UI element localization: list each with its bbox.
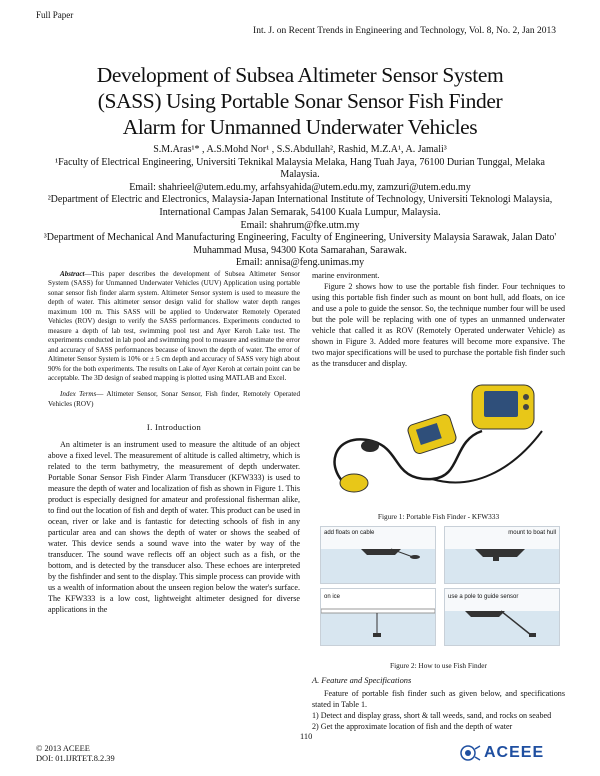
abstract-text: —This paper describes the development of Subsea Altimeter Sensor System (SASS) for Unmanned Underwater Vehicles (UUV) Application using portable sonar sensor fish finder alarm system. Altimeter Sensor system is used to measure the depth of water. This altimeter sensor design valid for shallow water depth ranges maximum 100 m. This SASS will be applied to Underwater Remotely Operated Vehicles (ROV) design to verify the SASS performances. Experiments conducted to measure a depth of lab test, swimming pool test and Ayer Keroh Lake test. The experiments conducted in lab pool and swimming pool to measure and estimate the error and accuracy of SASS performances because of known the depth of water. The error of Altimeter Sensor System is 10% or ± 5 cm depth and accuracy of SASS very high about 90% for the both experiments. The results on Lake of Ayer Keroh at certain point can be acceptable. The 3D design of seabed mapping is plotted using MATLAB and Excel.	[48, 270, 300, 382]
features-paragraph: Feature of portable fish finder such as given below, and specifications stated in Table 1.	[312, 689, 565, 709]
footer	[36, 744, 115, 764]
panel-label: mount to boat hull	[508, 530, 556, 536]
pole-icon	[445, 589, 559, 645]
left-column	[48, 270, 300, 615]
author-names: S.M.Aras¹* , A.S.Mohd Nor¹ , S.S.Abdullah², Rashid, M.Z.A¹, A. Jamali³	[153, 144, 447, 155]
affiliation-1: ¹Faculty of Electrical Engineering, Universiti Teknikal Malaysia Melaka, Hang Tuah Jaya, 76100 Durian Tunggal, Melaka Malaysia.	[55, 156, 545, 181]
figure-2-image	[312, 526, 565, 658]
figure-2-caption: Figure 2: How to use Fish Finder	[390, 661, 487, 670]
fish-finder-screen	[484, 391, 518, 417]
panel-add-floats	[320, 526, 436, 584]
right-column	[312, 270, 565, 732]
paper-type-label: Full Paper	[36, 10, 74, 20]
figure-1-image	[312, 371, 565, 509]
index-terms-label: Index Terms	[60, 390, 97, 399]
affiliation-2: ²Department of Electric and Electronics, Malaysia-Japan International Institute of Technology, Universiti Teknologi Malaysia, International Campas Jalan Semarak, 54100 Kuala Lumpur, Malaysia.	[47, 194, 553, 218]
fish-finder-button	[523, 394, 529, 400]
abstract	[48, 270, 300, 383]
figure-1-caption: Figure 1: Portable Fish Finder - KFW333	[377, 512, 500, 521]
email-2: Email: shahrum@fke.utm.my	[240, 219, 360, 231]
aceee-logo	[460, 743, 558, 763]
fish-finder-button	[523, 404, 529, 410]
logo-text: ACEEE	[484, 744, 545, 761]
page-number: 110	[300, 732, 313, 741]
intro-continuation: marine environment.	[312, 271, 380, 280]
panel-on-ice	[320, 588, 436, 646]
feature-item-2: 2) Get the approximate location of fish and the depth of water	[312, 722, 513, 731]
section-heading-introduction: I. Introduction	[146, 422, 202, 433]
index-terms	[48, 390, 300, 409]
email-1: Email: shahrieel@utem.edu.my, arfahsyahida@utem.edu.my, zamzuri@utem.edu.my	[129, 181, 471, 193]
email-3: Email: annisa@feng.unimas.my	[235, 257, 365, 269]
abstract-label: Abstract	[60, 270, 85, 278]
copyright: © 2013 ACEEE	[36, 744, 90, 753]
figure2-paragraph: Figure 2 shows how to use the portable fish finder. Four techniques to using this portable fish finder such as mount on bont hull, add floats, on ice and use a pole to guide the sensor. So, the technique number four will be used but the pole will be replacing with one of types an unmanned underwater vehicle that called it as ROV (Remotely Operated underwater Vehicle) as shown in Figure 3. Added more features will become more expansive. The two major specifications will be used to purchase the portable fish finder such as the transducer and display.	[312, 282, 565, 368]
journal-header: Int. J. on Recent Trends in Engineering and Technology, Vol. 8, No. 2, Jan 2013	[253, 26, 556, 36]
author-block	[40, 144, 560, 270]
boat-icon	[321, 527, 435, 583]
title-line-2: (SASS) Using Portable Sonar Sensor Fish Finder	[97, 89, 503, 113]
ice-hole-icon	[321, 589, 435, 645]
panel-label: add floats on cable	[324, 530, 375, 536]
title-line-1: Development of Subsea Altimeter Sensor System	[96, 63, 504, 87]
title-line-3: Alarm for Unmanned Underwater Vehicles	[122, 115, 478, 139]
panel-mount-hull	[444, 526, 560, 584]
panel-label: on ice	[324, 594, 341, 600]
index-terms-text: — Altimeter Sensor, Sonar Sensor, Fish finder, Remotely Operated Vehicles (ROV)	[48, 390, 300, 408]
transducer-float	[340, 474, 368, 492]
subsection-heading: A. Feature and Specifications	[312, 676, 412, 685]
feature-item-1: 1) Detect and display grass, short & tall weeds, sand, and rocks on seabed	[312, 711, 552, 720]
panel-label: use a pole to guide sensor	[448, 594, 519, 600]
transducer-sensor	[361, 440, 379, 452]
doi: DOI: 01.IJRTET.8.2.39	[36, 754, 115, 763]
fish-finder-photo	[312, 371, 565, 509]
panel-use-pole	[444, 588, 560, 646]
paper-title	[40, 62, 560, 140]
boat-icon	[445, 527, 559, 583]
affiliation-3: ³Department of Mechanical And Manufacturing Engineering, Faculty of Engineering, University Malaysia Sarawak, Jalan Dato' Muhammad Musa, 94300 Kota Samarahan, Sarawak.	[43, 232, 557, 256]
intro-paragraph: An altimeter is an instrument used to measure the altitude of an object above a fixed level. The measurement of altitude is called altimetry, which is related to the term bathymetry, the measurement of depth underwater. Portable Sonar Sensor Fish Finder Alarm Transducer (KFW333) is used to measure the depth of water and localization of fish as shown in Figure 1. This product is especially designed for amateur and professional fisherman alike, to find out the location of fish and depth of water. This product can be used in ocean, river or lake and is fantastic for detecting schools of fish in any particular area and can shows the depth of water or shows the seabed of water. This device sends a sound wave into the water by way of the transducer. The sound wave reflects off an object such as a fish, or the bottom, and is detected by the transducer also. These echoes are interpreted by the fishfinder and sent to the display. This simple process can provide with us a wealth of information about the unseen region below the water's surface. The KFW333 is a low cost, lightweight altimeter designed for diverse applications in the	[48, 440, 300, 615]
